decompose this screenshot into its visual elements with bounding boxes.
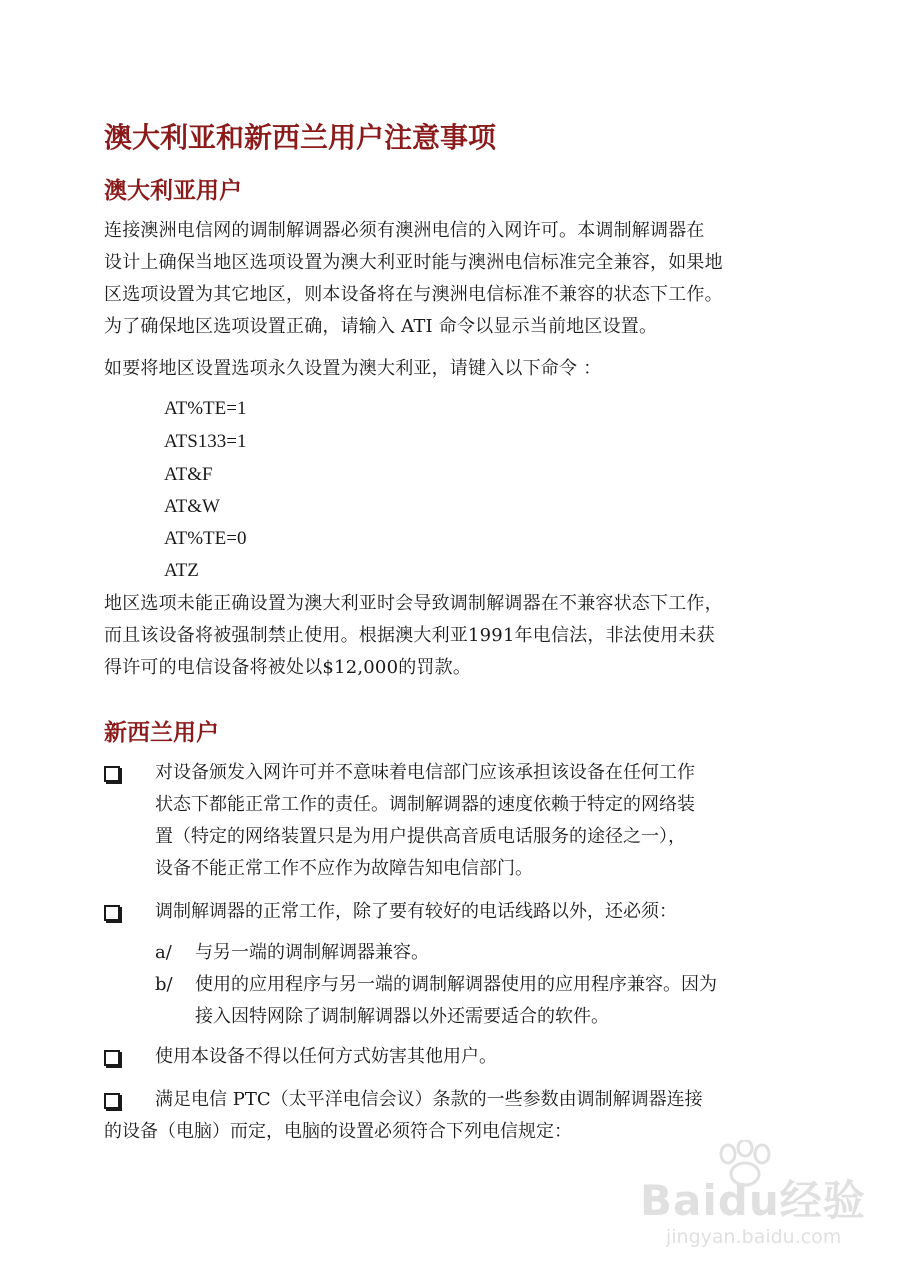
list-item	[104, 1084, 815, 1148]
text-line: 满足电信 PTC（太平洋电信会议）条款的一些参数由调制解调器连接	[155, 1089, 703, 1110]
text-line: 置（特定的网络装置只是为用户提供高音质电话服务的途径之一），	[155, 826, 686, 847]
sub-item-label: b/	[155, 974, 173, 995]
text-line: 状态下都能正常工作的责任。调制解调器的速度依赖于特定的网络装	[155, 794, 695, 815]
text-line: 调制解调器的正常工作，除了要有较好的电话线路以外，还必须：	[155, 901, 677, 922]
command-line: ATS133=1	[164, 431, 247, 452]
baidu-watermark	[640, 1140, 890, 1270]
text-line: 如要将地区设置选项永久设置为澳大利亚，请键入以下命令 ：	[104, 358, 602, 379]
checkbox-bullet-icon	[104, 1050, 120, 1066]
text-line: 接入因特网除了调制解调器以外还需要适合的软件。	[195, 1006, 609, 1027]
australia-paragraph-2	[104, 353, 804, 385]
checkbox-bullet-icon	[104, 766, 120, 782]
sub-item-text	[195, 969, 717, 1033]
section-heading-australia: 澳大利亚用户	[104, 178, 242, 204]
text-line: 对设备颁发入网许可并不意味着电信部门应该承担该设备在任何工作	[155, 762, 695, 783]
text-line: 使用的应用程序与另一端的调制解调器使用的应用程序兼容。因为	[195, 974, 717, 995]
text-line: 为了确保地区选项设置正确，请输入 ATI 命令以显示当前地区设置。	[104, 316, 658, 337]
sub-item-label: a/	[155, 942, 172, 963]
command-line: AT%TE=0	[164, 528, 247, 549]
command-line: AT&W	[164, 496, 220, 517]
text-line: 使用本设备不得以任何方式妨害其他用户。	[155, 1046, 497, 1067]
command-line: AT%TE=1	[164, 398, 247, 419]
page-title: 澳大利亚和新西兰用户注意事项	[104, 121, 497, 154]
text-line: 的设备（电脑）而定，电脑的设置必须符合下列电信规定：	[104, 1121, 572, 1142]
sub-item-text	[195, 937, 429, 969]
text-line: 地区选项未能正确设置为澳大利亚时会导致调制解调器在不兼容状态下工作，	[104, 593, 723, 614]
text-line: 而且该设备将被强制禁止使用。根据澳大利亚1991年电信法，非法使用未获	[104, 625, 715, 646]
text-line: 连接澳洲电信网的调制解调器必须有澳洲电信的入网许可。本调制解调器在	[104, 220, 705, 241]
list-item	[155, 757, 815, 885]
list-item	[155, 896, 815, 928]
checkbox-bullet-icon	[104, 905, 120, 921]
checkbox-bullet-icon	[104, 1093, 120, 1109]
text-line: 设计上确保当地区选项设置为澳大利亚时能与澳洲电信标准完全兼容，如果地	[104, 252, 723, 273]
text-line: 区选项设置为其它地区，则本设备将在与澳洲电信标准不兼容的状态下工作。	[104, 284, 723, 305]
text-line: 得许可的电信设备将被处以$12,000的罚款。	[104, 657, 472, 678]
watermark-logo: Baidu经验	[640, 1176, 866, 1225]
command-line: AT&F	[164, 464, 213, 485]
australia-paragraph-1	[104, 215, 804, 343]
list-item	[155, 1041, 815, 1073]
watermark-url: jingyan.baidu.com	[666, 1226, 842, 1248]
text-line: 与另一端的调制解调器兼容。	[195, 942, 429, 963]
section-heading-new-zealand: 新西兰用户	[104, 720, 219, 746]
australia-paragraph-3	[104, 588, 804, 684]
text-line: 设备不能正常工作不应作为故障告知电信部门。	[155, 858, 533, 879]
command-line: ATZ	[164, 560, 199, 581]
